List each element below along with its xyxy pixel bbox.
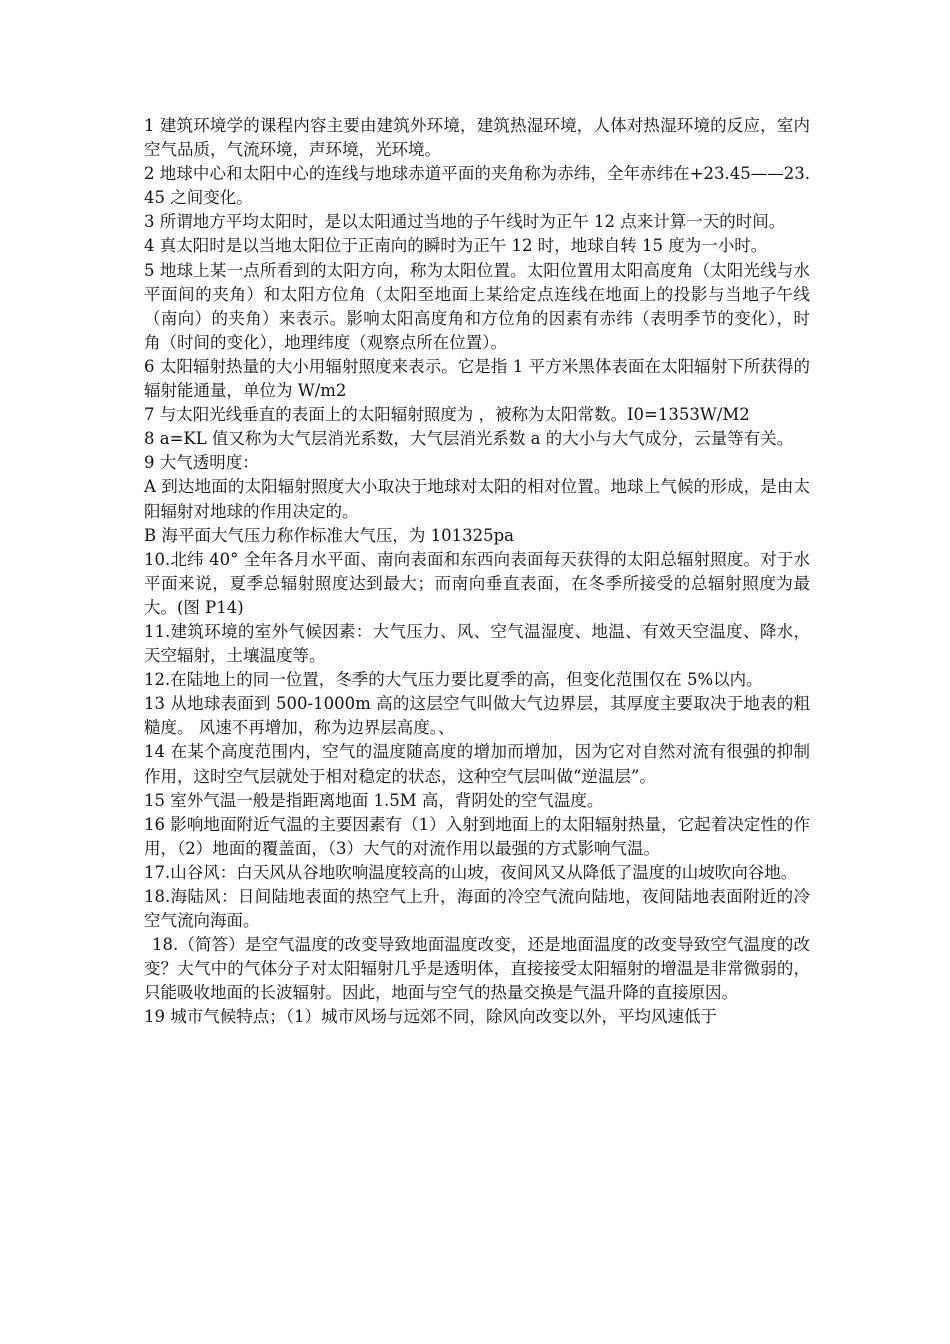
paragraph-4: 4 真太阳时是以当地太阳位于正南向的瞬时为正午 12 时，地球自转 15 度为一小时。 xyxy=(144,236,768,256)
paragraph-17: 17.山谷风：白天风从谷地吹响温度较高的山坡，夜间风又从降低了温度的山坡吹向谷地。 xyxy=(144,862,798,882)
paragraph-12: 12.在陆地上的同一位置，冬季的大气压力要比夏季的高，但变化范围仅在 5%以内。 xyxy=(144,670,763,690)
paragraph-1: 1 建筑环境学的课程内容主要由建筑外环境，建筑热湿环境，人体对热湿环境的反应，室内空气品质，气流环境，声环境，光环境。 xyxy=(144,116,810,160)
paragraph-2: 2 地球中心和太阳中心的连线与地球赤道平面的夹角称为赤纬，全年赤纬在+23.45——23.45 之间变化。 xyxy=(144,164,810,208)
paragraph-14: 14 在某个高度范围内，空气的温度随高度的增加而增加，因为它对自然对流有很强的抑制作用，这时空气层就处于相对稳定的状态，这种空气层叫做“逆温层”。 xyxy=(144,742,810,786)
paragraph-3: 3 所谓地方平均太阳时，是以太阳通过当地的子午线时为正午 12 点来计算一天的时间。 xyxy=(144,212,786,232)
paragraph-19: 19 城市气候特点；（1）城市风场与远郊不同，除风向改变以外，平均风速低于 xyxy=(144,1007,717,1027)
paragraph-18-short-answer: 18.（简答）是空气温度的改变导致地面温度改变，还是地面温度的改变导致空气温度的改变？大气中的气体分子对太阳辐射几乎是透明体，直接接受太阳辐射的增温是非常微弱的，只能吸收地面的长波辐射。因此，地面与空气的热量交换是气温升降的直接原因。 xyxy=(144,935,810,1003)
paragraph-5: 5 地球上某一点所看到的太阳方向，称为太阳位置。太阳位置用太阳高度角（太阳光线与水平面间的夹角）和太阳方位角（太阳至地面上某给定点连线在地面上的投影与当地子午线（南向）的夹角）来表示。影响太阳高度角和方位角的因素有赤纬（表明季节的变化），时角（时间的变化），地理纬度（观察点所在位置）。 xyxy=(144,260,810,352)
paragraph-9a: A 到达地面的太阳辐射照度大小取决于地球对太阳的相对位置。地球上气候的形成，是由太阳辐射对地球的作用决定的。 xyxy=(144,477,810,521)
paragraph-11: 11.建筑环境的室外气候因素：大气压力、风、空气温湿度、地温、有效天空温度、降水，天空辐射，土壤温度等。 xyxy=(144,621,810,666)
paragraph-16: 16 影响地面附近气温的主要因素有（1）入射到地面上的太阳辐射热量，它起着决定性的作用，（2）地面的覆盖面，（3）大气的对流作用以最强的方式影响气温。 xyxy=(144,814,810,858)
paragraph-6: 6 太阳辐射热量的大小用辐射照度来表示。它是指 1 平方米黑体表面在太阳辐射下所获得的辐射能通量，单位为 W/m2 xyxy=(144,356,810,401)
paragraph-8: 8 a=KL 值又称为大气层消光系数，大气层消光系数 a 的大小与大气成分，云量等有关。 xyxy=(144,429,794,449)
document-page xyxy=(144,114,810,1030)
paragraph-18: 18.海陆风：日间陆地表面的热空气上升，海面的冷空气流向陆地，夜间陆地表面附近的冷空气流向海面。 xyxy=(144,887,810,931)
paragraph-7: 7 与太阳光线垂直的表面上的太阳辐射照度为 ，被称为太阳常数。I0=1353W/M2 xyxy=(144,405,750,425)
paragraph-9: 9 大气透明度： xyxy=(144,453,259,473)
paragraph-10: 10.北纬 40° 全年各月水平面、南向表面和东西向表面每天获得的太阳总辐射照度。对于水平面来说，夏季总辐射照度达到最大；而南向垂直表面，在冬季所接受的总辐射照度为最大。(图 P14) xyxy=(144,549,810,617)
paragraph-15: 15 室外气温一般是指距离地面 1.5M 高，背阴处的空气温度。 xyxy=(144,790,604,810)
paragraph-13: 13 从地球表面到 500-1000m 高的这层空气叫做大气边界层，其厚度主要取决于地表的粗糙度。 风速不再增加，称为边界层高度。、 xyxy=(144,694,810,738)
paragraph-9b: B 海平面大气压力称作标准大气压，为 101325pa xyxy=(144,525,515,545)
